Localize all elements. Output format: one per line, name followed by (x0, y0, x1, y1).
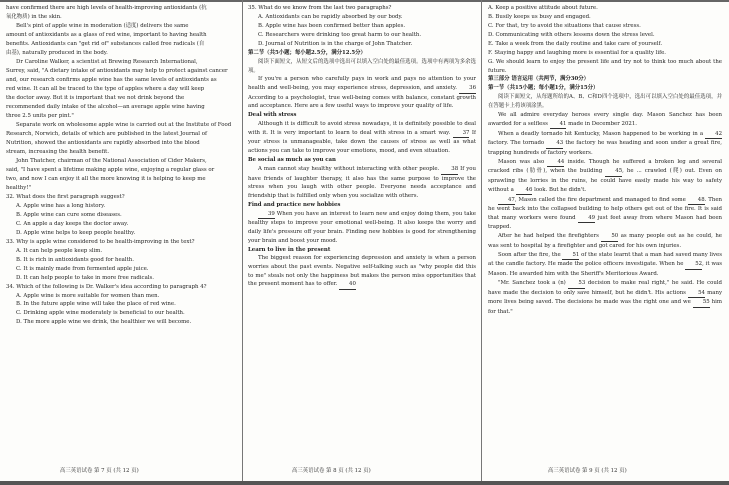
answer-blank: 48 (688, 196, 705, 206)
passage-line: have confirmed there are high levels of health-improving antioxidants (抗 (6, 5, 207, 11)
passage-paragraph (488, 279, 722, 316)
footer-page-8: 高三英语试卷 第 8 页 (共 12 页) (292, 468, 371, 474)
footer-page-9: 高三英语试卷 第 9 页 (共 12 页) (548, 468, 627, 474)
option-choice: F. Staying happy and laughing more is essential for a quality life. (488, 49, 666, 56)
passage-paragraph (488, 196, 722, 232)
subheading: Learn to live in the present (248, 246, 331, 253)
passage-paragraph (248, 75, 476, 110)
option-choice: B. Busily keeps us busy and engaged. (488, 13, 591, 20)
text-run: the factory he was heading and soon under a great fire, trapping hundreds of factory workers. (488, 140, 722, 156)
question-option: D. It can help people to take in more free radicals. (16, 274, 154, 281)
passage-line: two, and now I can enjoy it all the more knowing it is helping to keep me (6, 175, 206, 182)
passage-paragraph (488, 251, 722, 279)
text-run: . Then he went back into the collapsed building to help others get out of the fire. It is said that many workers were found (488, 196, 722, 221)
column-divider-1 (242, 0, 243, 485)
text-run: We all admire everyday heroes every single day. Mason Sanchez has been awarded for a selfless (488, 112, 722, 127)
subheading: Be social as much as you can (248, 157, 336, 163)
passage-line: and, our research confirms apple wine has the same levels of antioxidants as (6, 76, 217, 83)
passage-line: recommended daily intake of the alcohol—an average apple wine having (6, 103, 205, 110)
answer-blank: 46 (516, 186, 533, 196)
passage-paragraph (248, 120, 476, 155)
option-choice: G. We should learn to enjoy the present life and try not to think too much about the future. (488, 58, 722, 74)
text-run: many more lives being saved. The decisions he made was the right one and we (488, 289, 722, 306)
text-run: just feet away from where Mason had been trapped. (488, 214, 722, 231)
answer-blank: 51 (562, 251, 579, 261)
answer-blank: 40 (339, 280, 356, 290)
text-run: factory. The tornado (488, 140, 547, 147)
text-run: When a deadly tornado hit Kentucky, Mason happened to be working in a (498, 130, 706, 137)
question-option: A. Antioxidants can be rapidly absorbed by our body. (258, 13, 403, 20)
section-title: 第二节（共5小题；每小题2.5分，满分12.5分） (248, 49, 366, 56)
text-run: as many people out as he could, he was sent to hospital by a firefighter and got cared for his own injuries. (488, 233, 722, 249)
question-option: B. Apple wine has been confirmed better than apples. (258, 22, 406, 29)
text-run: Although it is difficult to avoid stress nowadays, it is definitely possible to deal with it. It is very important to learn to deal with stress in a smart way. (248, 121, 476, 136)
answer-blank: 39 (258, 210, 275, 220)
option-choice: C. For that, try to avoid the situations that cause stress. (488, 22, 641, 29)
passage-paragraph (488, 111, 722, 129)
answer-blank: 42 (705, 130, 722, 140)
subheading: Deal with stress (248, 112, 297, 119)
question-stem: 35. What do we know from the last two paragraphs? (248, 5, 392, 11)
question-option: B. It is rich in antioxidants good for health. (16, 256, 134, 263)
passage-line: Nutrition, showed the antioxidants are rapidly absorbed into the blood (6, 139, 200, 146)
text-run: , Mason called the fire department and managed to find some (514, 196, 688, 203)
column-2 (248, 4, 476, 454)
passage-line: Surrey, said, "A dietary intake of antioxidants may help to protect against cancer (6, 67, 228, 74)
question-option: A. It can help people keep slim. (16, 247, 103, 254)
text-run: After he had helped the firefighters (498, 233, 602, 240)
passage-line: stream, increasing the health benefit. (6, 148, 110, 155)
question-option: D. The more apple wine we drink, the healthier we will become. (16, 319, 192, 326)
passage-line: red wine. It can all be traced to the type of apples where a day will keep (6, 85, 205, 92)
text-run: "Mr. Sanchez took a (n) (498, 280, 569, 287)
text-run: him for that." (488, 299, 722, 315)
column-divider-2 (481, 0, 482, 485)
subsection-title: 第一节（共15小题；每小题1分，满分15分） (488, 85, 599, 92)
answer-blank: 44 (547, 158, 564, 168)
scan-edge-top (0, 0, 729, 2)
text-run: If you have friends of laughter therapy, it also has the same purpose to improve the stress when you laugh with other people. Everyone needs acceptance and friendship that is fulfilled only when you socialize with others. (248, 165, 476, 199)
text-run: , he ... crawled (爬) out. Even on sprawling the lorries in the ruins, he could have easily made his way to safety without a (488, 168, 722, 193)
passage-line: benefits. Antioxidants can "get rid of" substances called free radicals (自 (6, 40, 205, 47)
answer-blank: 55 (693, 298, 710, 308)
answer-blank: 49 (578, 214, 595, 224)
passage-line: amount of antioxidants as a glass of red wine, important to having health (6, 31, 207, 38)
option-choice: A. Keep a positive attitude about future. (488, 5, 598, 11)
text-run: Soon after the fire, the (498, 251, 563, 258)
text-run: If your stress is unmanageable, take down the causes of stress as well as what actions you can take to improve your emotions, mood, and even situation. (248, 129, 476, 155)
text-run: decision to make real right," he said. He could have made the decision to only save himself, but he didn't. His actions (488, 280, 722, 296)
answer-blank: 37 (453, 129, 470, 139)
passage-paragraph (488, 158, 722, 195)
text-run: , it was Mason. He awarded him with the Sheriff's Meritorious Award. (488, 261, 722, 278)
answer-blank: 50 (601, 232, 618, 242)
column-3 (488, 4, 722, 454)
answer-blank: 36 (459, 84, 476, 94)
passage-paragraph (248, 210, 476, 245)
column-1 (6, 4, 238, 454)
text-run: made in December 2021. (566, 120, 637, 127)
option-choice: D. Communicating with others lessens down the stress level. (488, 31, 655, 38)
question-stem: 34. Which of the following is Dr. Walker's idea according to paragraph 4? (6, 283, 207, 290)
passage-paragraph (488, 232, 722, 250)
section-instructions: 阅读下面短文，从短文后的选项中选出可以填入空白处的最佳选项。选项中有两项为多余选项。 (248, 58, 476, 74)
question-option: D. Apple wine helps to keep people healthy. (16, 229, 136, 236)
answer-blank: 53 (568, 279, 585, 289)
passage-line: Dr Caroline Walker, a scientist at Brewing Research International, (16, 58, 198, 65)
text-run: When you have an interest to learn new and enjoy doing them, you take healthy steps to improve your emotional well-being. It also keeps the worry and daily life's pressure off your brain. Finding new hobbies is good for strengthening your brain and boost your mood. (248, 210, 476, 244)
question-option: B. In the future apple wine will take the place of red wine. (16, 301, 176, 308)
answer-blank: 52 (685, 260, 702, 270)
passage-line: healthy!" (6, 184, 31, 191)
passage-paragraph (488, 130, 722, 158)
option-choice: E. Take a week from the daily routine and take care of yourself. (488, 40, 663, 47)
question-option: B. Apple wine can cure some diseases. (16, 211, 122, 218)
question-option: C. Researchers were drinking too great harm to our health. (258, 31, 422, 38)
text-run: look. But he didn't. (532, 186, 587, 193)
text-run: According to a psychologist, true well-being comes with balance, constant growth and acceptance. Here are a few useful ways to improve your quality of life. (248, 94, 476, 110)
text-run: Mason was also (498, 158, 548, 165)
question-option: C. Drinking apple wine moderately is beneficial to our health. (16, 310, 185, 317)
text-run: The biggest reason for experiencing depression and anxiety is when a person worries about the past events. Negative self-talking such as "why people did this to me" steals not only the happiness but makes the person miss opportunities that the present moment has to offer. (248, 255, 476, 288)
text-run: If you're a person who carefully pays in work and pays no attention to your health and well-being, you may experience stress, depression, and anxiety. (248, 76, 476, 92)
passage-line: Bell's pint of apple wine in moderation (适度) delivers the same (16, 22, 189, 29)
answer-blank: 54 (688, 289, 705, 299)
question-option: C. It is mainly made from fermented apple juice. (16, 265, 149, 272)
passage-line: 由基), naturally produced in the body. (6, 49, 108, 56)
passage-paragraph (248, 165, 476, 200)
scan-edge-bottom (0, 481, 729, 485)
answer-blank: 43 (546, 139, 563, 149)
answer-blank: 41 (550, 120, 567, 130)
question-stem: 33. Why is apple wine considered to be health-improving in the text? (6, 238, 195, 245)
subheading: Find and practice new hobbies (248, 201, 341, 208)
section-instructions: 阅读下面短文，从每题所给的A、B、C和D四个选项中，选出可以填入空白处的最佳选项，并在答题卡上将该项涂黑。 (488, 94, 722, 110)
footer-page-7: 高三英语试卷 第 7 页 (共 12 页) (60, 468, 139, 474)
passage-line: said, "I have spent a lifetime making apple wine, enjoying a regular glass or (6, 166, 215, 173)
passage-line: three 2.5 units per pint." (6, 112, 74, 119)
question-option: A. Apple wine has a long history. (16, 202, 106, 209)
answer-blank: 47 (498, 196, 515, 206)
answer-blank: 38 (441, 165, 458, 175)
text-run: inside. Though he suffered a broken leg and several cracked ribs (肋骨), when the building (488, 158, 722, 175)
passage-line: Research, Norwich, details of which are published in the latest Journal of (6, 130, 207, 137)
passage-line: the doctor away. But it is important that we not drink beyond the (6, 94, 185, 101)
question-option: D. Journal of Nutrition is in the charge of John Thatcher. (258, 40, 413, 47)
section-title: 第三部分 语言运用（共两节，满分30分） (488, 76, 590, 83)
passage-paragraph (248, 254, 476, 289)
passage-line: John Thatcher, chairman of the National Association of Cider Makers, (16, 157, 207, 164)
answer-blank: 45 (605, 167, 622, 177)
text-run: of the state learnt that a man had saved many lives at the candle factory. He made the police officers investigate. When he (488, 251, 722, 268)
question-stem: 32. What does the first paragraph suggest? (6, 193, 125, 200)
question-option: A. Apple wine is more suitable for women than men. (16, 292, 160, 299)
passage-line: 氧化物质) in the skin. (6, 13, 62, 20)
passage-line: Separate work on wholesome apple wine is carried out at the Institute of Food (16, 121, 232, 128)
text-run: A man cannot stay healthy without interacting with other people. (258, 165, 442, 172)
question-option: C. An apple a day keeps the doctor away. (16, 220, 129, 227)
